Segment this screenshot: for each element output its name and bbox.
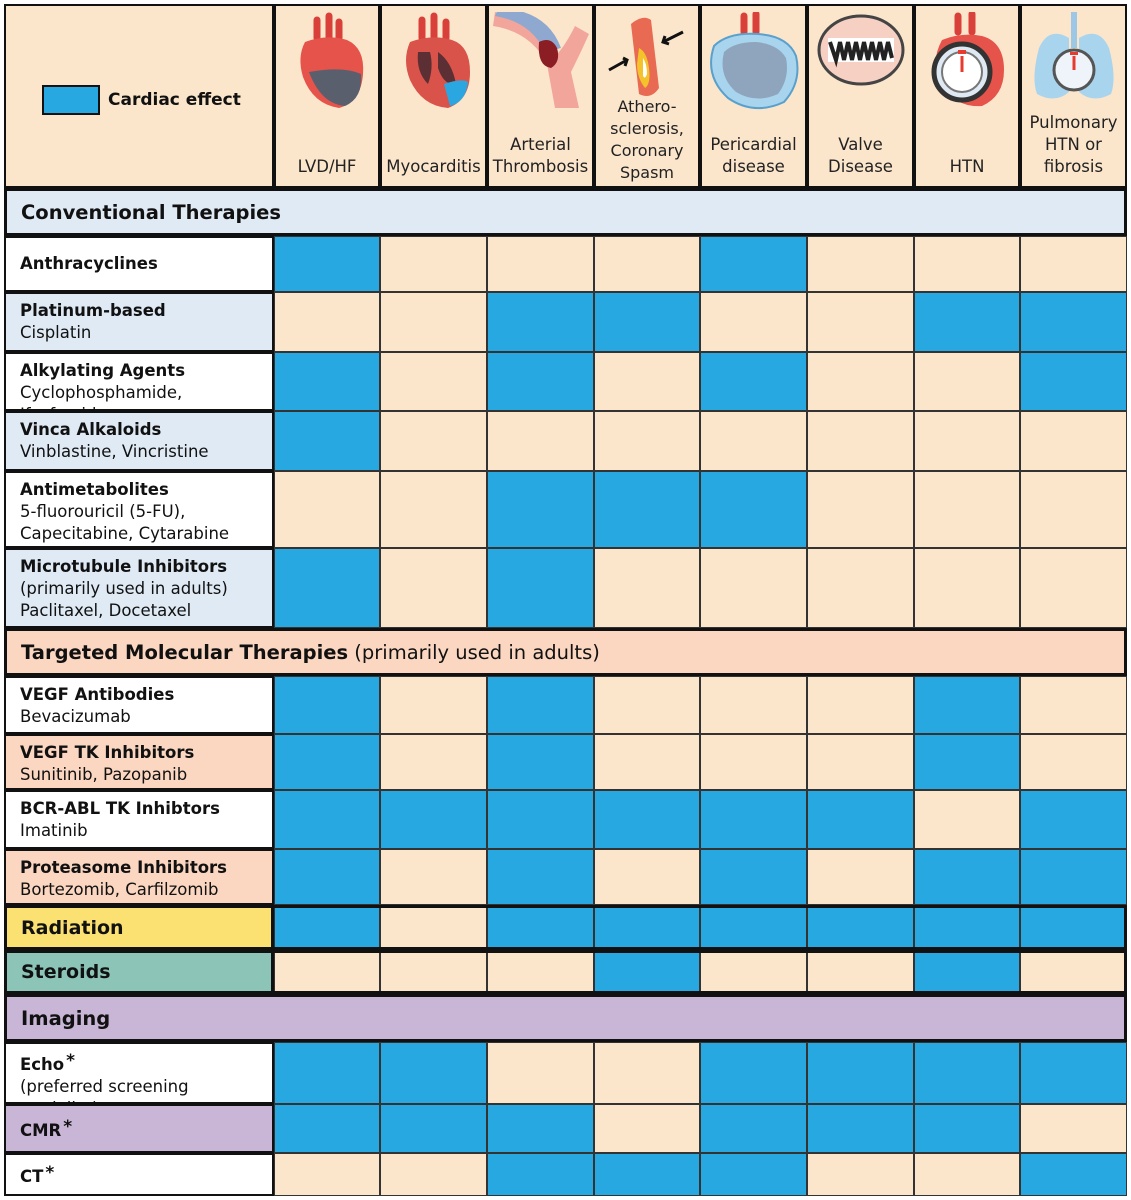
effect-cell-absent: [380, 950, 487, 994]
column-header-3: [594, 4, 700, 188]
asterisk-footnote-mark: *: [45, 1162, 55, 1183]
effect-cell-absent: [807, 849, 914, 905]
effect-cell-absent: [807, 352, 914, 411]
column-header-4: [700, 4, 807, 188]
column-label: Pericardial disease: [710, 135, 797, 176]
effect-cell-present: [487, 676, 594, 734]
row-label: [4, 292, 274, 352]
effect-cell-absent: [807, 411, 914, 471]
effect-cell-absent: [914, 471, 1020, 548]
effect-cell-absent: [380, 1153, 487, 1196]
effect-cell-absent: [274, 1153, 380, 1196]
effect-cell-present: [274, 548, 380, 628]
section-title: Conventional Therapies: [21, 200, 281, 224]
row-label: [4, 352, 274, 411]
effect-cell-absent: [700, 411, 807, 471]
pericardium-icon: [704, 12, 804, 116]
effect-cell-absent: [700, 950, 807, 994]
effect-cell-present: [274, 676, 380, 734]
effect-cell-present: [914, 849, 1020, 905]
effect-cell-absent: [1020, 676, 1127, 734]
column-header-5: [807, 4, 914, 188]
effect-cell-present: [700, 1104, 807, 1153]
effect-cell-present: [487, 292, 594, 352]
row-subtitle: 5-fluorouricil (5-FU), Capecitabine, Cytarabine: [20, 502, 230, 543]
effect-cell-absent: [914, 352, 1020, 411]
row-label: [4, 905, 274, 950]
effect-cell-present: [487, 1104, 594, 1153]
column-header-1: [380, 4, 487, 188]
effect-cell-absent: [380, 548, 487, 628]
asterisk-footnote-mark: *: [66, 1051, 76, 1071]
heart-cross-section-icon: [394, 12, 474, 116]
row-subtitle: Sunitinib, Pazopanib: [20, 765, 188, 784]
effect-cell-absent: [914, 236, 1020, 292]
effect-cell-present: [914, 950, 1020, 994]
effect-cell-absent: [380, 849, 487, 905]
effect-cell-absent: [274, 950, 380, 994]
effect-cell-present: [1020, 905, 1127, 950]
column-header-0: [274, 4, 380, 188]
effect-cell-present: [1020, 790, 1127, 849]
row-name: Antimetabolites: [20, 480, 169, 499]
column-label: Valve Disease: [828, 135, 893, 176]
effect-cell-present: [700, 905, 807, 950]
effect-cell-absent: [807, 548, 914, 628]
effect-cell-absent: [487, 411, 594, 471]
column-label: Athero- sclerosis, Coronary Spasm: [610, 97, 684, 182]
effect-cell-absent: [594, 352, 700, 411]
effect-cell-present: [380, 790, 487, 849]
effect-cell-absent: [274, 471, 380, 548]
effect-cell-present: [274, 1042, 380, 1104]
row-name: Steroids: [21, 961, 111, 983]
column-label: Pulmonary HTN or fibrosis: [1029, 113, 1118, 176]
effect-cell-absent: [914, 411, 1020, 471]
heart-icon: [287, 12, 367, 116]
effect-cell-present: [274, 790, 380, 849]
heart-valve-icon: [816, 12, 906, 96]
effect-cell-absent: [380, 905, 487, 950]
row-name: CMR *: [20, 1116, 73, 1140]
effect-cell-present: [914, 292, 1020, 352]
row-label: [4, 734, 274, 790]
row-label: [4, 676, 274, 734]
effect-cell-present: [807, 905, 914, 950]
effect-cell-absent: [594, 1104, 700, 1153]
effect-cell-absent: [380, 734, 487, 790]
effect-cell-absent: [380, 352, 487, 411]
effect-cell-present: [914, 676, 1020, 734]
effect-cell-absent: [807, 292, 914, 352]
row-name: Platinum-based: [20, 301, 166, 320]
effect-cell-present: [1020, 292, 1127, 352]
effect-cell-absent: [1020, 734, 1127, 790]
effect-cell-absent: [380, 676, 487, 734]
effect-cell-absent: [487, 950, 594, 994]
row-name: Anthracyclines: [20, 254, 158, 273]
effect-cell-absent: [1020, 548, 1127, 628]
effect-cell-present: [487, 905, 594, 950]
effect-cell-absent: [807, 236, 914, 292]
effect-cell-absent: [700, 676, 807, 734]
row-name: Echo *: [20, 1051, 76, 1074]
column-header-6: [914, 4, 1020, 188]
legend-swatch: [42, 85, 100, 115]
effect-cell-present: [1020, 352, 1127, 411]
row-label: [4, 548, 274, 628]
row-subtitle: Cyclophosphamide,: [20, 383, 183, 402]
effect-cell-present: [380, 1104, 487, 1153]
row-label: [4, 236, 274, 292]
effect-cell-present: [594, 790, 700, 849]
row-subtitle: Cisplatin: [20, 323, 92, 342]
effect-cell-present: [914, 1104, 1020, 1153]
row-name: Radiation: [21, 916, 124, 939]
effect-cell-present: [1020, 1153, 1127, 1196]
effect-cell-present: [487, 849, 594, 905]
section-title: Targeted Molecular Therapies: [21, 640, 349, 664]
row-subtitle: (primarily used in adults) Paclitaxel, Docetaxel: [20, 579, 228, 620]
effect-cell-present: [487, 352, 594, 411]
effect-cell-present: [487, 1153, 594, 1196]
row-name: CT *: [20, 1162, 55, 1186]
effect-cell-present: [380, 1042, 487, 1104]
effect-cell-present: [807, 790, 914, 849]
effect-cell-absent: [487, 236, 594, 292]
effect-cell-present: [487, 790, 594, 849]
effect-cell-present: [914, 1042, 1020, 1104]
row-label: [4, 411, 274, 471]
section-title: Imaging: [21, 1006, 111, 1030]
column-label: LVD/HF: [297, 157, 357, 176]
row-name: Alkylating Agents: [20, 361, 186, 380]
effect-cell-absent: [380, 471, 487, 548]
effect-cell-absent: [807, 1153, 914, 1196]
artery-thrombus-icon: [491, 12, 591, 116]
row-label: [4, 1042, 274, 1104]
effect-cell-present: [1020, 1042, 1127, 1104]
column-label: HTN: [949, 157, 985, 176]
asterisk-footnote-mark: *: [63, 1116, 73, 1137]
effect-cell-absent: [807, 950, 914, 994]
row-subtitle: Bevacizumab: [20, 707, 131, 726]
effect-cell-absent: [807, 676, 914, 734]
row-label: [4, 1153, 274, 1196]
effect-cell-present: [274, 849, 380, 905]
effect-cell-absent: [594, 676, 700, 734]
section-header: [4, 188, 1127, 236]
effect-cell-present: [274, 734, 380, 790]
effect-cell-present: [914, 905, 1020, 950]
row-label: [4, 790, 274, 849]
effect-cell-present: [274, 905, 380, 950]
effect-cell-present: [594, 950, 700, 994]
effect-cell-absent: [487, 1042, 594, 1104]
effect-cell-absent: [914, 790, 1020, 849]
effect-cell-present: [807, 1104, 914, 1153]
row-subtitle: (preferred screening: [20, 1077, 189, 1096]
row-name: VEGF Antibodies: [20, 685, 175, 704]
section-note: (primarily used in adults): [348, 640, 600, 664]
section-header: [4, 994, 1127, 1042]
row-subtitle: Bortezomib, Carfilzomib: [20, 880, 219, 899]
column-header-2: [487, 4, 594, 188]
effect-cell-absent: [380, 411, 487, 471]
row-name: Vinca Alkaloids: [20, 420, 162, 439]
row-name: Microtubule Inhibitors: [20, 557, 228, 576]
effect-cell-absent: [700, 734, 807, 790]
column-label: Myocarditis: [386, 157, 481, 176]
effect-cell-absent: [594, 849, 700, 905]
effect-cell-absent: [1020, 471, 1127, 548]
effect-cell-absent: [700, 292, 807, 352]
effect-cell-absent: [914, 1153, 1020, 1196]
effect-cell-absent: [380, 292, 487, 352]
effect-cell-absent: [1020, 411, 1127, 471]
effect-cell-absent: [1020, 950, 1127, 994]
effect-cell-present: [700, 1042, 807, 1104]
effect-cell-present: [700, 471, 807, 548]
blood-pressure-heart-icon: [922, 12, 1012, 116]
column-header-7: [1020, 4, 1127, 188]
effect-cell-absent: [914, 548, 1020, 628]
legend-label: Cardiac effect: [108, 90, 241, 110]
effect-cell-absent: [380, 236, 487, 292]
row-label: [4, 950, 274, 994]
row-label: [4, 471, 274, 548]
effect-cell-absent: [807, 734, 914, 790]
effect-cell-present: [274, 1104, 380, 1153]
effect-cell-present: [487, 471, 594, 548]
effect-cell-absent: [594, 1042, 700, 1104]
effect-cell-present: [274, 411, 380, 471]
row-subtitle: Vinblastine, Vincristine: [20, 442, 209, 461]
effect-cell-present: [487, 548, 594, 628]
effect-cell-absent: [700, 548, 807, 628]
row-name: Proteasome Inhibitors: [20, 858, 227, 877]
legend-cell: [4, 4, 274, 188]
column-label: Arterial Thrombosis: [492, 135, 589, 176]
effect-cell-present: [594, 1153, 700, 1196]
effect-cell-absent: [274, 292, 380, 352]
row-name: VEGF TK Inhibitors: [20, 743, 195, 762]
section-header: [4, 628, 1127, 676]
effect-cell-present: [700, 236, 807, 292]
effect-cell-absent: [594, 236, 700, 292]
effect-cell-present: [594, 905, 700, 950]
effect-cell-present: [700, 352, 807, 411]
effect-cell-absent: [1020, 236, 1127, 292]
effect-cell-present: [1020, 849, 1127, 905]
effect-cell-absent: [594, 411, 700, 471]
lungs-gauge-icon: [1029, 8, 1119, 112]
effect-cell-present: [807, 1042, 914, 1104]
effect-cell-present: [914, 734, 1020, 790]
effect-cell-present: [594, 292, 700, 352]
effect-cell-absent: [807, 471, 914, 548]
effect-cell-present: [594, 471, 700, 548]
row-label: [4, 1104, 274, 1153]
effect-cell-absent: [594, 548, 700, 628]
effect-cell-absent: [1020, 1104, 1127, 1153]
effect-cell-present: [700, 849, 807, 905]
effect-cell-present: [700, 790, 807, 849]
row-label: [4, 849, 274, 905]
effect-cell-present: [274, 236, 380, 292]
row-name: BCR-ABL TK Inhibtors: [20, 799, 220, 818]
row-subtitle: Imatinib: [20, 821, 88, 840]
effect-cell-present: [700, 1153, 807, 1196]
effect-cell-present: [487, 734, 594, 790]
effect-cell-present: [274, 352, 380, 411]
effect-cell-absent: [594, 734, 700, 790]
